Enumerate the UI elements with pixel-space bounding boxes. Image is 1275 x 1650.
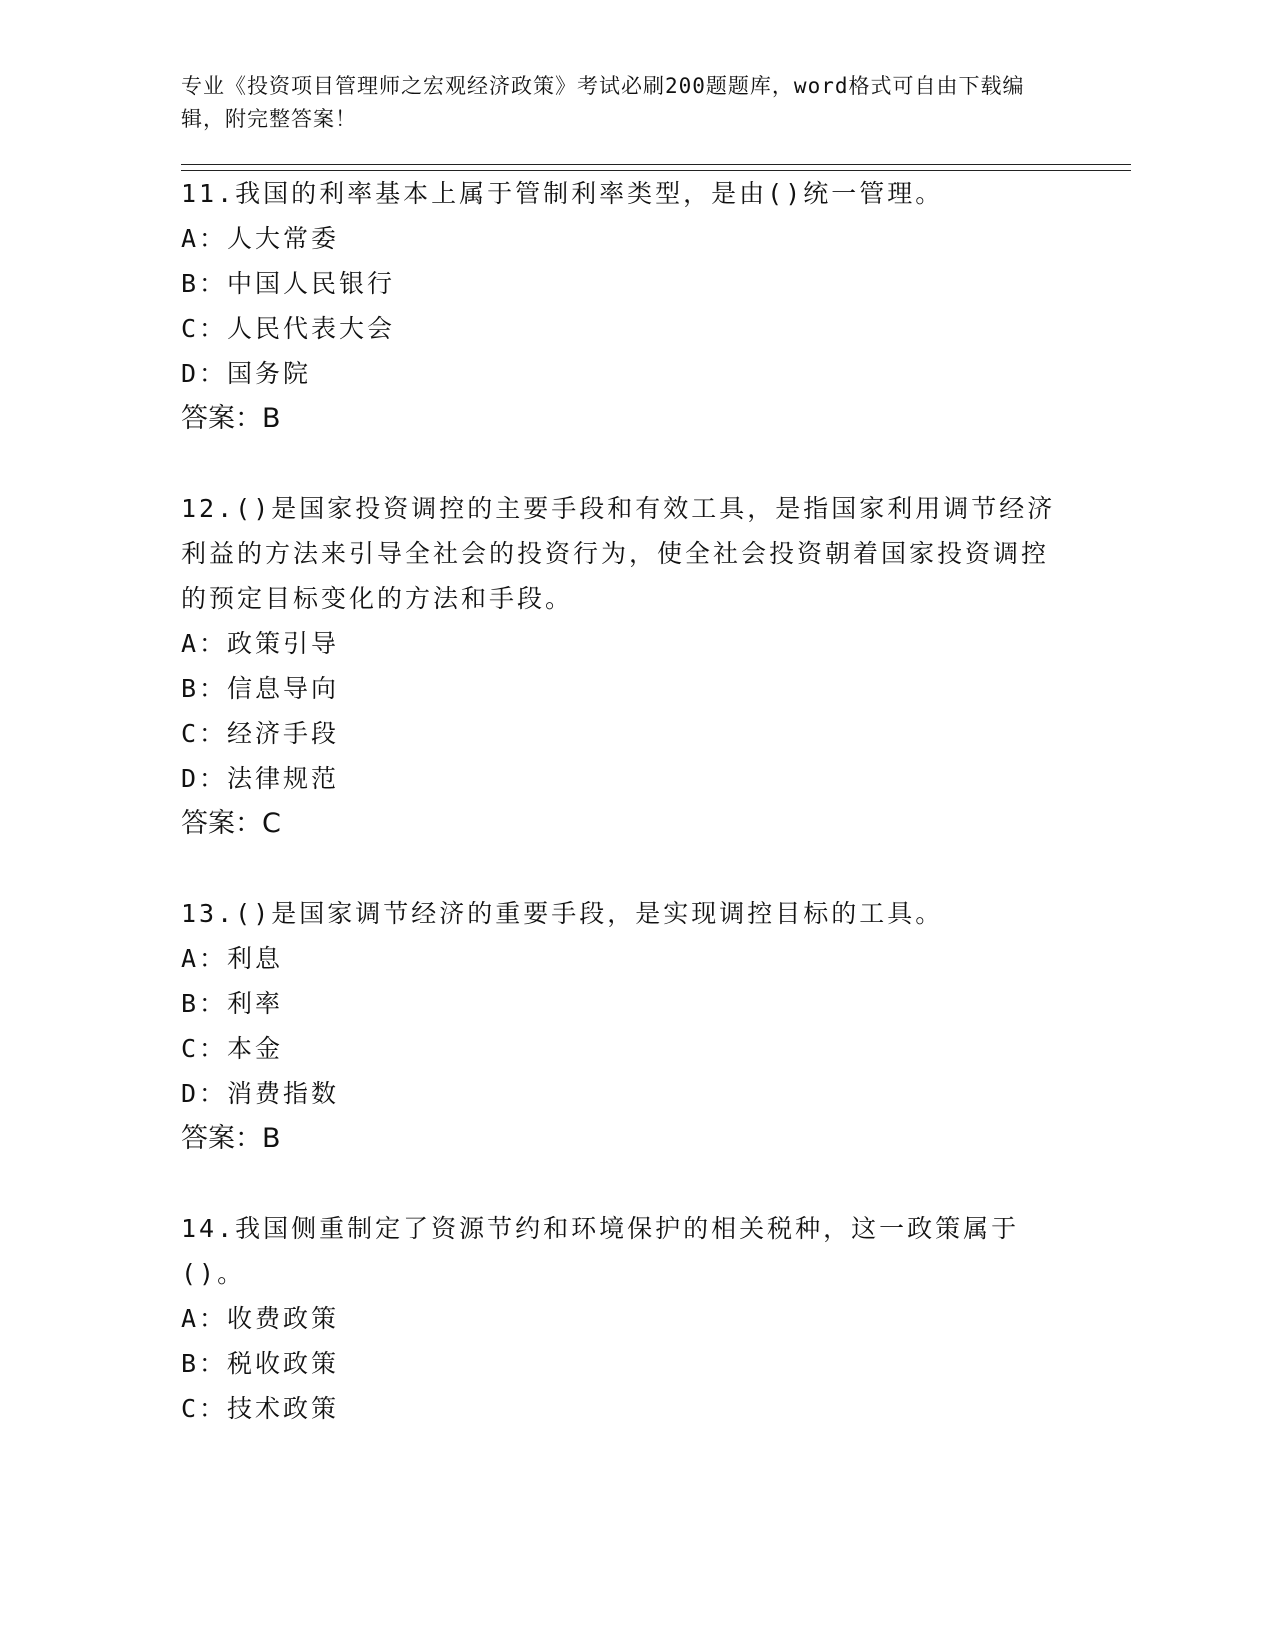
option-a: A：收费政策	[181, 1304, 340, 1333]
option-c: C：本金	[181, 1034, 284, 1063]
question-11	[181, 171, 1161, 441]
question-12	[181, 486, 1161, 846]
question-stem: 12.()是国家投资调控的主要手段和有效工具，是指国家利用调节经济利益的方法来引导全社会的投资行为，使全社会投资朝着国家投资调控的预定目标变化的方法和手段。	[181, 494, 1056, 613]
question-stem: 13.()是国家调节经济的重要手段，是实现调控目标的工具。	[181, 899, 944, 928]
question-stem: 11.我国的利率基本上属于管制利率类型，是由()统一管理。	[181, 179, 944, 208]
question-gap	[181, 441, 1161, 486]
question-14	[181, 1206, 1161, 1431]
question-stem: 14.我国侧重制定了资源节约和环境保护的相关税种，这一政策属于()。	[181, 1214, 1020, 1288]
option-b: B：税收政策	[181, 1349, 340, 1378]
option-c: C：经济手段	[181, 719, 340, 748]
answer-line: 答案：B	[181, 403, 281, 434]
document-intro: 专业《投资项目管理师之宏观经济政策》考试必刷200题题库，word格式可自由下载编辑，附完整答案！	[181, 74, 1025, 131]
option-a: A：人大常委	[181, 224, 340, 253]
option-d: D：国务院	[181, 359, 312, 388]
question-gap	[181, 846, 1161, 891]
option-c: C：人民代表大会	[181, 314, 396, 343]
option-a: A：利息	[181, 944, 284, 973]
question-13	[181, 891, 1161, 1161]
option-d: D：法律规范	[181, 764, 340, 793]
answer-line: 答案：C	[181, 808, 281, 839]
option-c: C：技术政策	[181, 1394, 340, 1423]
option-b: B：中国人民银行	[181, 269, 396, 298]
answer-line: 答案：B	[181, 1123, 281, 1154]
document-page	[181, 70, 1161, 1431]
question-gap	[181, 1161, 1161, 1206]
option-d: D：消费指数	[181, 1079, 340, 1108]
option-b: B：信息导向	[181, 674, 340, 703]
option-b: B：利率	[181, 989, 284, 1018]
header-divider	[181, 164, 1131, 171]
option-a: A：政策引导	[181, 629, 340, 658]
